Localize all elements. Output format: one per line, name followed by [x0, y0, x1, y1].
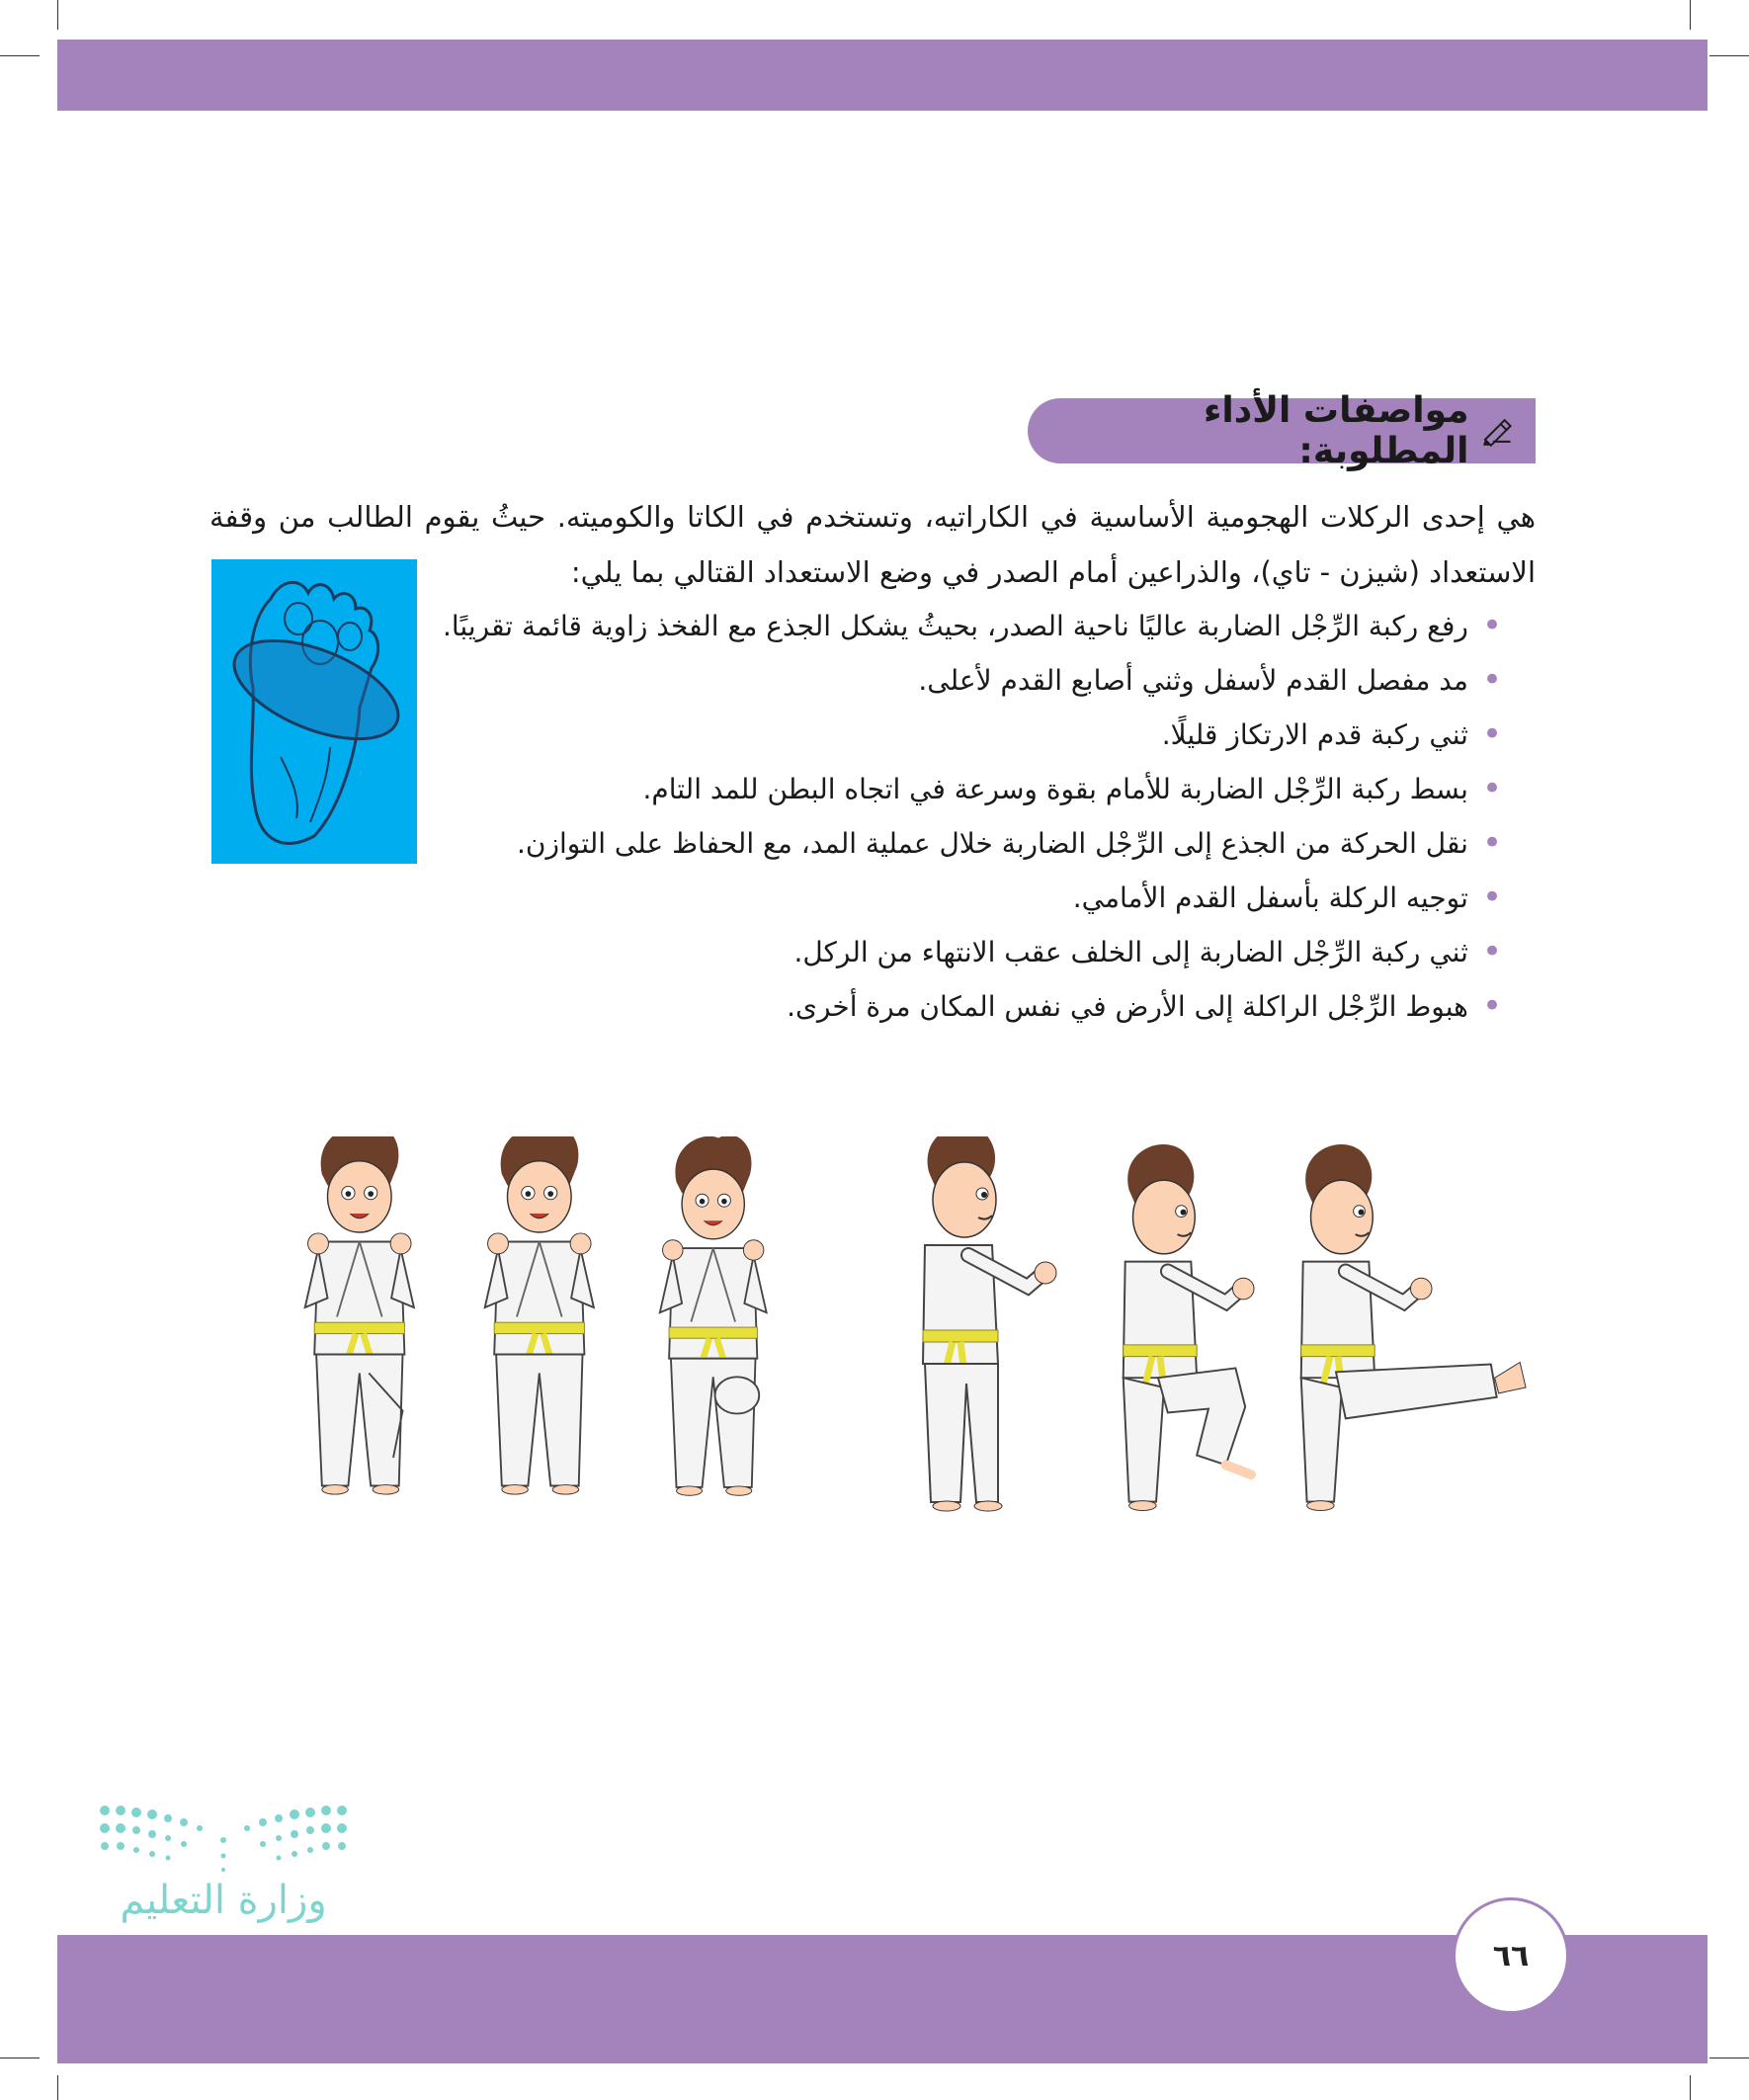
- crop-mark: [1709, 55, 1749, 56]
- list-item: • نقل الحركة من الجذع إلى الرِّجْل الضاربة خلال عملية المد، مع الحفاظ على التوازن.: [435, 816, 1502, 871]
- bullet-icon: •: [1481, 986, 1502, 1026]
- page-number: ٦٦: [1453, 1897, 1569, 2014]
- list-item: • توجيه الركلة بأسفل القدم الأمامي.: [435, 871, 1502, 925]
- list-item: • رفع ركبة الرِّجْل الضاربة عاليًا ناحية الصدر، بحيثُ يشكل الجذع مع الفخذ زاوية قائمة تقريبًا.: [435, 599, 1502, 653]
- crop-mark: [57, 0, 58, 30]
- bullet-icon: •: [1481, 769, 1502, 808]
- crop-mark: [1690, 0, 1691, 30]
- bullet-icon: •: [1481, 606, 1502, 645]
- ministry-name: وزارة التعليم: [120, 1878, 327, 1923]
- bullet-icon: •: [1481, 660, 1502, 700]
- writing-hand-icon: [1481, 414, 1515, 448]
- side-figure-2: [1124, 1144, 1254, 1510]
- bullet-icon: •: [1481, 714, 1502, 754]
- list-item: • ثني ركبة الرِّجْل الضاربة إلى الخلف عقب الانتهاء من الركل.: [435, 925, 1502, 979]
- steps-list: [435, 599, 1502, 1034]
- front-figure-3: [660, 1136, 767, 1495]
- list-item: • بسط ركبة الرِّجْل الضاربة للأمام بقوة وسرعة في اتجاه البطن للمد التام.: [435, 762, 1502, 816]
- karate-kick-sequence-illustration: [287, 1136, 1532, 1561]
- intro-paragraph: هي إحدى الركلات الهجومية الأساسية في الكاراتيه، وتستخدم في الكاتا والكوميته. حيثُ يقوم الطالب من وقفة الاستعداد (شيزن - تاي)، والذراعين أمام الصدر في وضع الاستعداد القتالي بما يلي:: [209, 500, 1536, 589]
- crop-mark: [57, 2075, 58, 2100]
- top-banner: [57, 40, 1707, 111]
- list-item: • هبوط الرِّجْل الراكلة إلى الأرض في نفس المكان مرة أخرى.: [435, 979, 1502, 1034]
- foot-sole-illustration: [211, 559, 417, 864]
- bullet-icon: •: [1481, 823, 1502, 863]
- bullet-icon: •: [1481, 932, 1502, 971]
- side-figure-1: [923, 1136, 1056, 1511]
- bullet-icon: •: [1481, 878, 1502, 917]
- list-item: • ثني ركبة قدم الارتكاز قليلًا.: [435, 708, 1502, 762]
- side-figure-3: [1301, 1144, 1526, 1510]
- front-figure-2: [485, 1136, 594, 1494]
- list-item: • مد مفصل القدم لأسفل وثني أصابع القدم لأعلى.: [435, 653, 1502, 708]
- crop-mark: [1690, 2075, 1691, 2100]
- front-figure-1: [305, 1136, 414, 1494]
- section-title: مواصفات الأداء المطلوبة:: [1204, 390, 1469, 471]
- crop-mark: [0, 55, 40, 56]
- section-header: [1028, 390, 1536, 471]
